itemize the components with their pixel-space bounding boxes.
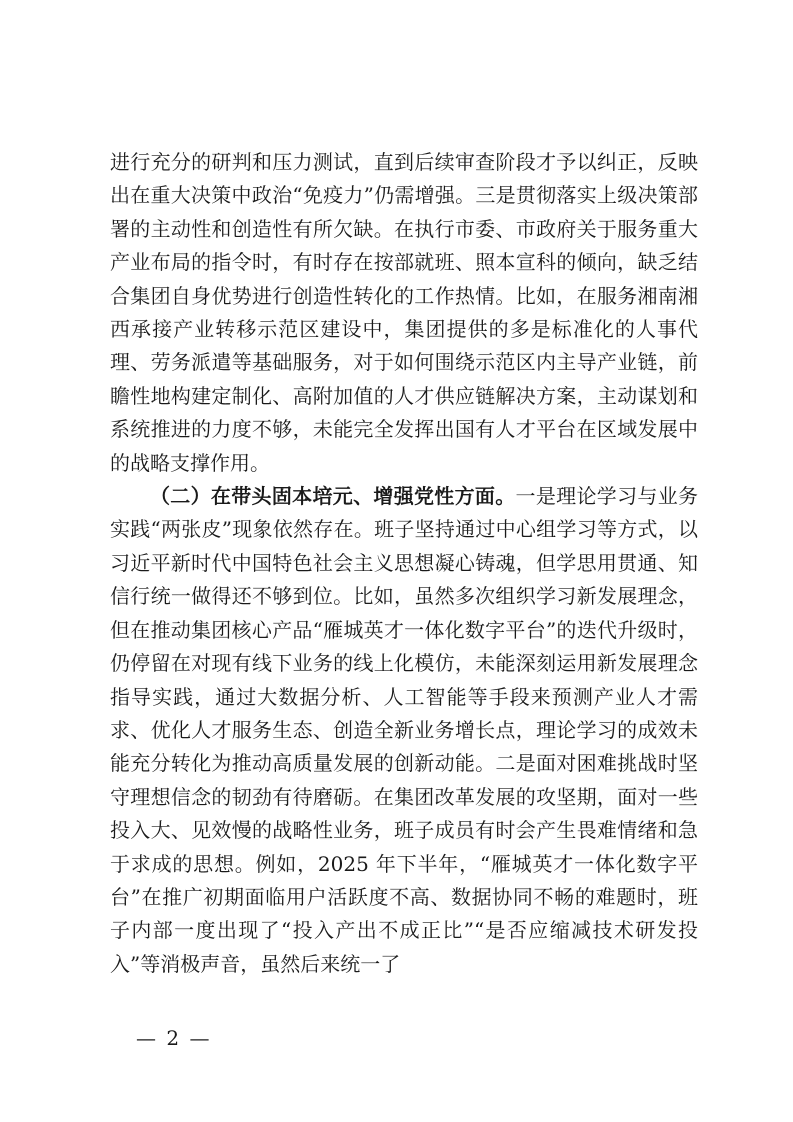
paragraph-1: 进行充分的研判和压力测试，直到后续审查阶段才予以纠正，反映出在重大决策中政治“免疫力”仍需增强。三是贯彻落实上级决策部署的主动性和创造性有所欠缺。在执行市委、市政府关于服务重大产业布局的指令时，有时存在按部就班、照本宣科的倾向，缺乏结合集团自身优势进行创造性转化的工作热情。比如，在服务湘南湘西承接产业转移示范区建设中，集团提供的多是标准化的人事代理、劳务派遣等基础服务，对于如何围绕示范区内主导产业链，前瞻性地构建定制化、高附加值的人才供应链解决方案，主动谋划和系统推进的力度不够，未能完全发挥出国有人才平台在区域发展中的战略支撑作用。 [110,150,698,475]
paragraph-2-body: 一是理论学习与业务实践“两张皮”现象依然存在。班子坚持通过中心组学习等方式，以习近平新时代中国特色社会主义思想凝心铸魂，但学思用贯通、知信行统一做得还不够到位。比如，虽然多次组织学习新发展理念，但在推动集团核心产品“雁城英才一体化数字平台”的迭代升级时，仍停留在对现有线下业务的线上化模仿，未能深刻运用新发展理念指导实践，通过大数据分析、人工智能等手段来预测产业人才需求、优化人才服务生态、创造全新业务增长点，理论学习的成效未能充分转化为推动高质量发展的创新动能。二是面对困难挑战时坚守理想信念的韧劲有待磨砺。在集团改革发展的攻坚期，面对一些投入大、见效慢的战略性业务，班子成员有时会产生畏难情绪和急于求成的思想。例如，2025 年下半年，“雁城英才一体化数字平台”在推广初期面临用户活跃度不高、数据协同不畅的难题时，班子内部一度出现了“投入产出不成正比”“是否应缩减技术研发投入”等消极声音，虽然后来统一了 [110,484,699,976]
page-number: — 2 — [136,1026,212,1050]
section-heading: （二）在带头固本培元、增强党性方面。 [150,484,516,509]
paragraph-2 [110,480,698,981]
document-body [110,146,698,981]
